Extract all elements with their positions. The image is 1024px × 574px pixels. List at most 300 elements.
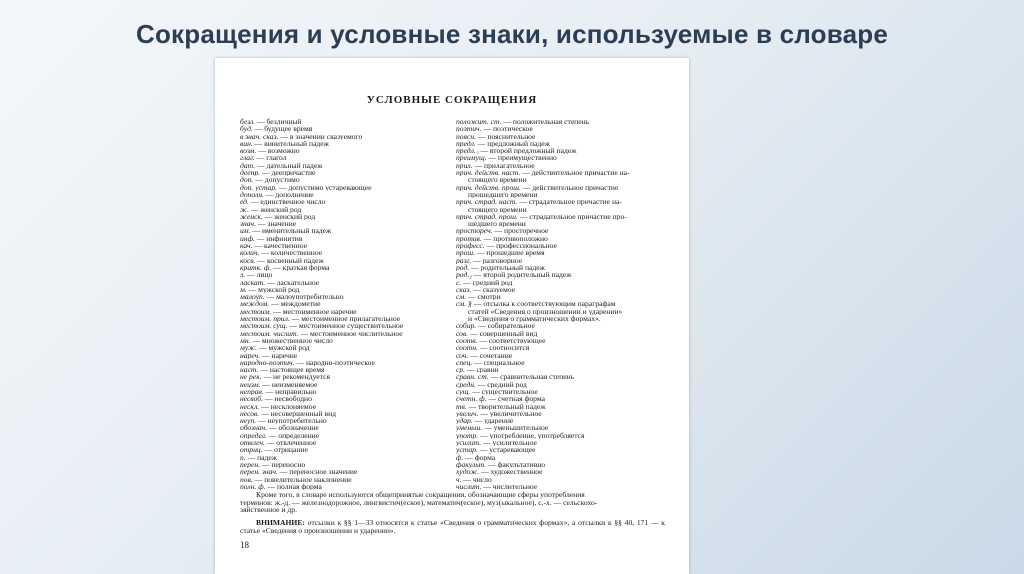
abbreviation-term: неуп. (240, 417, 257, 425)
abbreviation-entry (240, 235, 440, 242)
abbreviation-term: сказ. (456, 285, 472, 294)
slide-title: Сокращения и условные знаки, используемые в словаре (135, 19, 888, 49)
abbreviation-term: перен. (240, 460, 261, 469)
abbreviation-meaning: — не рекомендуется (261, 373, 330, 381)
abbreviation-meaning: — междометие (269, 300, 321, 308)
abbreviation-meaning: — падеж (245, 453, 278, 461)
abbreviation-entry (240, 286, 440, 293)
abbreviation-term: худож. (456, 468, 480, 476)
abbreviation-entry (240, 257, 440, 264)
abbreviation-entry (240, 403, 440, 410)
abbreviation-meaning: — местоименное наречие (271, 307, 357, 316)
abbreviation-term: вин. (240, 139, 253, 148)
abbreviation-meaning: — единственное число (248, 198, 326, 206)
abbreviation-term: обознач. (240, 424, 268, 432)
abbreviation-meaning: — уменьшительное (482, 424, 549, 432)
abbreviation-meaning: стоящего времени (468, 176, 527, 184)
abbreviation-meaning: — местоименное числительное (298, 329, 403, 337)
abbreviation-entry (240, 169, 440, 176)
abbreviation-entry (456, 446, 671, 453)
abbreviation-entry (456, 147, 671, 154)
abbreviation-term: поэтич. (456, 125, 482, 133)
abbreviation-term: определ. (240, 431, 267, 440)
abbreviation-term: преимущ. (456, 154, 487, 162)
abbreviation-meaning: — смотри (466, 293, 501, 301)
abbreviation-term: ф. (456, 453, 464, 461)
abbreviation-meaning: — народно-поэтическое (294, 358, 375, 367)
abbreviation-term: устар. (456, 446, 478, 454)
abbreviation-meaning: — действительное причастие (520, 183, 619, 191)
warning-note (240, 519, 665, 534)
abbreviation-entry (456, 118, 671, 125)
abbreviation-meaning: — прошедшее время (475, 249, 545, 257)
abbreviation-meaning: — факультативно (486, 460, 546, 469)
note-line: терминов: ж.-д. — железнодорожное, лингвистич(еское), математич(еское), муз(ыкальное), с.-х. — сельскохо- (240, 497, 598, 507)
abbreviation-meaning: — допустимо (253, 176, 300, 184)
abbreviation-entry (240, 213, 440, 220)
abbreviation-term: счетн. ф. (456, 395, 487, 403)
abbreviation-term: колич. (240, 249, 260, 257)
abbreviation-meaning: — второй родительный падеж (471, 271, 572, 279)
abbreviation-entry (456, 439, 671, 446)
abbreviations-right-column (456, 118, 671, 490)
abbreviation-term: собир. (456, 322, 477, 330)
abbreviation-entry (240, 140, 440, 147)
abbreviation-entry (240, 446, 440, 453)
abbreviation-entry (456, 424, 671, 431)
abbreviation-term: доп. устар. (240, 183, 278, 191)
abbreviation-entry (456, 395, 671, 402)
abbreviation-meaning: — именительный падеж (250, 227, 332, 235)
abbreviation-term: прош. (456, 249, 476, 257)
abbreviation-term: простореч. (456, 227, 493, 235)
abbreviation-entry (240, 191, 440, 198)
abbreviation-term: нареч. (240, 351, 261, 359)
abbreviation-term: факульт. (456, 460, 487, 469)
warning-label: ВНИМАНИЕ: (256, 518, 305, 527)
abbreviation-term: прил. (456, 161, 473, 170)
abbreviation-entry (456, 162, 671, 169)
abbreviation-meaning: стоящего времени (468, 205, 527, 213)
abbreviation-meaning: — собирательное (476, 322, 535, 330)
abbreviation-entry (456, 257, 671, 264)
abbreviation-term: см. § (456, 300, 472, 308)
abbreviation-term: уменьш. (456, 424, 483, 432)
abbreviation-term: им. (240, 227, 251, 235)
abbreviation-term: разг. (456, 256, 472, 264)
abbreviation-entry (456, 337, 671, 344)
abbreviation-term: прич. страд. прош. (456, 212, 518, 221)
abbreviation-term: малоуп. (240, 293, 265, 301)
abbreviation-term: возм. (240, 147, 257, 155)
abbreviation-meaning: — пояснительное (476, 132, 536, 140)
abbreviation-meaning: — положительная степень (501, 118, 590, 126)
abbreviation-term: женск. (240, 212, 263, 221)
abbreviation-meaning: — дополнение (264, 190, 314, 199)
abbreviation-entry (456, 315, 671, 322)
abbreviation-term: местоим. числит. (240, 329, 299, 337)
abbreviation-meaning: статей «Сведения о произношении и ударении» (468, 307, 623, 316)
abbreviation-entry (240, 293, 440, 300)
abbreviation-entry (240, 388, 440, 395)
abbreviation-meaning: — родительный падеж (469, 263, 545, 272)
abbreviation-entry (456, 476, 671, 483)
abbreviation-entry (240, 220, 440, 227)
abbreviation-term: п. (240, 453, 246, 461)
abbreviation-meaning: — дательный падеж (255, 161, 323, 170)
abbreviation-entry (240, 454, 440, 461)
abbreviation-meaning: — увеличительное (478, 409, 542, 418)
abbreviation-entry (240, 176, 440, 183)
abbreviation-meaning: — преимущественно (486, 154, 557, 162)
abbreviation-entry (456, 140, 671, 147)
abbreviation-term: усилит. (456, 439, 482, 447)
abbreviation-term: знач. (240, 220, 256, 228)
abbreviation-entry (240, 133, 440, 140)
abbreviation-entry (240, 125, 440, 132)
abbreviation-term: употр. (456, 431, 479, 440)
abbreviation-term: буд. (240, 125, 253, 133)
abbreviation-meaning: — страдательное причастие про- (517, 212, 627, 221)
abbreviation-entry (240, 395, 440, 402)
abbreviation-meaning: — ласкательное (265, 278, 320, 286)
abbreviation-entry (456, 330, 671, 337)
abbreviation-entry (240, 264, 440, 271)
abbreviation-entry (240, 330, 440, 337)
abbreviation-term: отриц. (240, 446, 263, 454)
abbreviation-entry (456, 344, 671, 351)
abbreviation-meaning: — полная форма (265, 482, 322, 491)
abbreviation-term: увелич. (456, 409, 479, 418)
abbreviation-entry (240, 352, 440, 359)
abbreviation-meaning: шедшего времени (468, 220, 526, 228)
page-number: 18 (240, 540, 249, 550)
abbreviation-meaning: — женский род (248, 205, 302, 213)
abbreviation-entry (456, 373, 671, 380)
abbreviation-entry (240, 271, 440, 278)
abbreviation-entry (240, 337, 440, 344)
abbreviation-entry (240, 344, 440, 351)
abbreviation-meaning: — разговорное (471, 256, 523, 264)
abbreviation-meaning: — употребление, употребляется (478, 431, 585, 440)
abbreviation-meaning: — профессиональное (484, 242, 557, 250)
abbreviation-meaning: — сравнительная степень (488, 373, 575, 381)
abbreviation-meaning: — малоупотребительно (264, 293, 344, 301)
abbreviation-meaning: — в значении сказуемого (278, 132, 363, 140)
abbreviation-meaning: — безличный (255, 118, 302, 126)
abbreviation-meaning: — сравни (465, 366, 499, 374)
abbreviation-term: не рек. (240, 373, 262, 381)
abbreviation-meaning: — страдательное причастие на- (517, 198, 622, 206)
abbreviation-term: несвоб. (240, 395, 264, 403)
abbreviation-meaning: — отсылка к соответствующим параграфам (471, 300, 616, 308)
abbreviation-meaning: — просторечное (492, 227, 549, 235)
abbreviation-meaning: — будущее время (252, 125, 313, 133)
abbreviation-term: соч. (456, 351, 469, 359)
abbreviation-entry (456, 352, 671, 359)
abbreviation-term: кратк. ф. (240, 263, 272, 272)
abbreviation-meaning: — переносное значение (277, 468, 358, 476)
abbreviation-meaning: — несовершенный вид (259, 409, 337, 418)
abbreviation-entry (240, 249, 440, 256)
abbreviation-entry (456, 417, 671, 424)
abbreviation-entry (456, 133, 671, 140)
abbreviation-meaning: — сказуемое (471, 285, 516, 294)
abbreviation-meaning: — усилительное (481, 439, 537, 447)
abbreviation-meaning: — художественное (479, 468, 543, 476)
abbreviation-meaning: — предложный падеж (475, 139, 550, 148)
abbreviation-meaning: — средний род (475, 380, 527, 388)
abbreviation-entry (240, 373, 440, 380)
abbreviation-entry (456, 227, 671, 234)
abbreviation-entry (456, 220, 671, 227)
abbreviation-term: ж. (240, 205, 249, 213)
abbreviation-entry (240, 381, 440, 388)
abbreviation-entry (240, 118, 440, 125)
abbreviation-entry (456, 235, 671, 242)
abbreviation-meaning: — устаревающее (477, 446, 536, 454)
abbreviation-meaning: — местоименное существительное (287, 322, 404, 330)
abbreviation-meaning: — наречие (260, 351, 298, 359)
abbreviation-term: неизм. (240, 380, 261, 388)
abbreviation-meaning: — лицо (245, 271, 273, 279)
abbreviation-entry (240, 439, 440, 446)
abbreviation-meaning: — поэтическое (481, 125, 533, 133)
abbreviation-entry (456, 154, 671, 161)
abbreviation-meaning: и «Сведения о грамматических формах». (468, 315, 601, 323)
abbreviation-term: ласкат. (240, 278, 266, 286)
abbreviation-term: в знач. сказ. (240, 132, 279, 140)
abbreviation-meaning: — соответствующее (477, 336, 546, 345)
abbreviation-term: ср. (456, 366, 466, 374)
abbreviation-entry (456, 454, 671, 461)
abbreviation-meaning: — возможно (256, 147, 300, 155)
abbreviation-meaning: — средний род (461, 278, 513, 286)
abbreviation-term: полн. ф. (240, 482, 266, 491)
abbreviation-term: местоим. (240, 307, 272, 316)
abbreviation-term: прич. действ. прош. (456, 183, 521, 191)
abbreviation-term: средн. (456, 380, 476, 388)
abbreviation-entry (456, 461, 671, 468)
abbreviation-meaning: — настоящее время (258, 366, 325, 374)
abbreviation-term: соотн. (456, 344, 478, 352)
abbreviation-entry (456, 169, 671, 176)
abbreviation-meaning: — совершенный вид (468, 329, 538, 337)
abbreviation-entry (456, 279, 671, 286)
abbreviation-entry (240, 206, 440, 213)
abbreviation-term: безл. (240, 118, 256, 126)
abbreviation-meaning: — допустимо устаревающее (277, 183, 372, 191)
abbreviation-meaning: — деепричастие (260, 169, 316, 177)
abbreviation-term: дополн. (240, 190, 265, 199)
abbreviation-term: деепр. (240, 169, 261, 177)
abbreviation-meaning: — ударение (472, 417, 514, 425)
abbreviation-term: доп. (240, 176, 254, 184)
abbreviation-term: наст. (240, 366, 259, 374)
abbreviation-entry (456, 242, 671, 249)
warning-text: отсылки к §§ 1—33 относятся к статье «Сведения о грамматических формах», а отсылки к §§ 40, 171 — к статье «Сведения о произношении и ударении». (240, 518, 665, 535)
abbreviation-meaning: — значение (255, 220, 297, 228)
abbreviation-term: дат. (240, 161, 256, 170)
abbreviation-term: пов. (240, 475, 253, 483)
page-heading: УСЛОВНЫЕ СОКРАЩЕНИЯ (366, 94, 538, 106)
abbreviation-entry (456, 410, 671, 417)
abbreviation-term: отвлеч. (240, 439, 265, 447)
abbreviation-entry (240, 322, 440, 329)
abbreviation-term: ед. (240, 198, 249, 206)
abbreviation-meaning: — несвободно (263, 395, 312, 403)
abbreviation-term: сравн. ст. (456, 373, 489, 381)
abbreviation-meaning: — неизменяемое (260, 380, 318, 388)
abbreviation-meaning: — инфинитив (254, 234, 303, 243)
abbreviation-meaning: — глагол (254, 154, 287, 162)
abbreviation-term: сов. (456, 329, 469, 337)
abbreviation-term: положит. ст. (456, 118, 502, 126)
abbreviation-entry (456, 366, 671, 373)
abbreviation-term: ч. (456, 475, 462, 483)
abbreviation-entry (456, 322, 671, 329)
abbreviation-term: род. (456, 263, 470, 272)
abbreviation-entry (240, 468, 440, 475)
abbreviation-entry (456, 381, 671, 388)
abbreviation-meaning: — соотносится (477, 344, 530, 352)
abbreviation-meaning: — несклоняемое (259, 402, 316, 410)
abbreviation-entry (240, 461, 440, 468)
abbreviation-entry (240, 184, 440, 191)
abbreviation-term: перен. знач. (240, 468, 278, 476)
abbreviation-meaning: — число (461, 475, 492, 483)
abbreviation-entry (240, 366, 440, 373)
abbreviation-meaning: — отрицание (262, 446, 308, 454)
abbreviation-entry (240, 432, 440, 439)
abbreviation-term: неправ. (240, 387, 264, 396)
abbreviation-entry (456, 249, 671, 256)
abbreviation-meaning: — переносно (260, 460, 306, 469)
abbreviation-term: прич. страд. наст. (456, 198, 518, 206)
abbreviation-entry (240, 315, 440, 322)
abbreviation-entry (240, 279, 440, 286)
abbreviation-meaning: — существительное (470, 387, 538, 396)
abbreviation-meaning: — винительный падеж (252, 139, 329, 148)
abbreviation-entry (456, 308, 671, 315)
abbreviation-entry (456, 125, 671, 132)
abbreviation-meaning: — косвенный падеж (255, 256, 324, 264)
abbreviation-meaning: — местоименное прилагательное (289, 315, 401, 323)
abbreviation-meaning: — мужской род (257, 344, 310, 352)
abbreviation-term: против. (456, 234, 482, 243)
abbreviation-term: мн. (240, 336, 251, 345)
abbreviation-term: муж. (240, 344, 257, 352)
abbreviation-entry (240, 424, 440, 431)
abbreviation-term: спец. (456, 358, 473, 367)
abbreviation-entry (240, 242, 440, 249)
abbreviation-meaning: — прилагательное (472, 161, 535, 170)
abbreviation-term: с. (456, 278, 462, 286)
abbreviation-entry (456, 403, 671, 410)
abbreviation-term: род.₂ (456, 271, 472, 279)
dictionary-page (215, 58, 689, 574)
abbreviation-term: нескл. (240, 402, 260, 410)
abbreviation-meaning: — повелительное наклонение (252, 475, 352, 483)
abbreviation-entry (240, 162, 440, 169)
abbreviation-entry (240, 147, 440, 154)
abbreviation-term: професс. (456, 242, 485, 250)
abbreviation-entry (240, 476, 440, 483)
abbreviation-entry (240, 359, 440, 366)
abbreviation-term: местоим. сущ. (240, 322, 288, 330)
abbreviation-term: числит. (456, 482, 482, 491)
abbreviation-meaning: — второй предложный падеж (478, 147, 577, 155)
abbreviation-entry (240, 198, 440, 205)
abbreviation-entry (456, 388, 671, 395)
abbreviation-term: см. (456, 293, 467, 301)
abbreviation-meaning: — отвлеченное (264, 439, 317, 447)
note-line: Кроме того, в словаре используются общепринятые сокращения, обозначающие сферы употребления (256, 490, 585, 499)
abbreviation-meaning: — противоположно (481, 234, 548, 243)
abbreviation-entry (456, 213, 671, 220)
abbreviation-term: междом. (240, 300, 270, 308)
abbreviation-meaning: — специальное (472, 358, 525, 367)
abbreviation-term: инф. (240, 234, 255, 243)
abbreviation-term: кач. (240, 242, 253, 250)
abbreviation-meaning: — счетная форма (486, 395, 545, 403)
abbreviation-meaning: — неправильно (263, 387, 317, 396)
abbreviation-entry (456, 264, 671, 271)
abbreviation-entry (240, 417, 440, 424)
abbreviation-entry (456, 184, 671, 191)
abbreviation-term: глаг. (240, 154, 255, 162)
abbreviation-term: народно-поэтич. (240, 358, 295, 367)
abbreviations-left-column (240, 118, 440, 490)
abbreviation-term: несов. (240, 409, 260, 418)
abbreviation-term: предл. (456, 139, 476, 148)
abbreviation-term: сущ. (456, 387, 471, 396)
abbreviation-meaning: прошедшего времени (468, 190, 538, 199)
abbreviation-entry (456, 271, 671, 278)
abbreviation-term: тв. (456, 402, 467, 410)
additional-note (240, 491, 665, 514)
abbreviation-entry (456, 300, 671, 307)
abbreviation-term: косв. (240, 256, 256, 264)
note-line: зяйственное и др. (240, 505, 297, 515)
abbreviation-term: предл.₂ (456, 147, 479, 155)
abbreviation-meaning: — неупотребительно (256, 417, 327, 425)
abbreviation-meaning: — сочетание (468, 351, 513, 359)
abbreviation-meaning: — форма (463, 453, 496, 461)
abbreviation-meaning: — определение (266, 431, 320, 440)
abbreviation-entry (240, 227, 440, 234)
abbreviation-entry (240, 154, 440, 161)
abbreviation-entry (456, 432, 671, 439)
abbreviation-entry (456, 191, 671, 198)
abbreviation-meaning: — краткая форма (271, 263, 330, 272)
abbreviation-meaning: — творительный падеж (466, 402, 546, 410)
abbreviation-term: соотв. (456, 336, 478, 345)
abbreviation-entry (456, 293, 671, 300)
abbreviation-meaning: — числительное (481, 482, 538, 491)
abbreviation-term: местоим. прил. (240, 315, 290, 323)
abbreviation-meaning: — количественное (259, 249, 323, 257)
abbreviation-meaning: — мужской род (246, 285, 300, 294)
abbreviation-meaning: — женский род (262, 212, 316, 221)
abbreviation-entry (456, 359, 671, 366)
abbreviation-term: удар. (456, 417, 473, 425)
abbreviation-entry (456, 176, 671, 183)
abbreviation-meaning: — качественное (252, 242, 307, 250)
abbreviation-meaning: — множественное число (250, 336, 333, 345)
abbreviation-entry (456, 468, 671, 475)
abbreviation-meaning: — действительное причастие на- (520, 169, 630, 177)
